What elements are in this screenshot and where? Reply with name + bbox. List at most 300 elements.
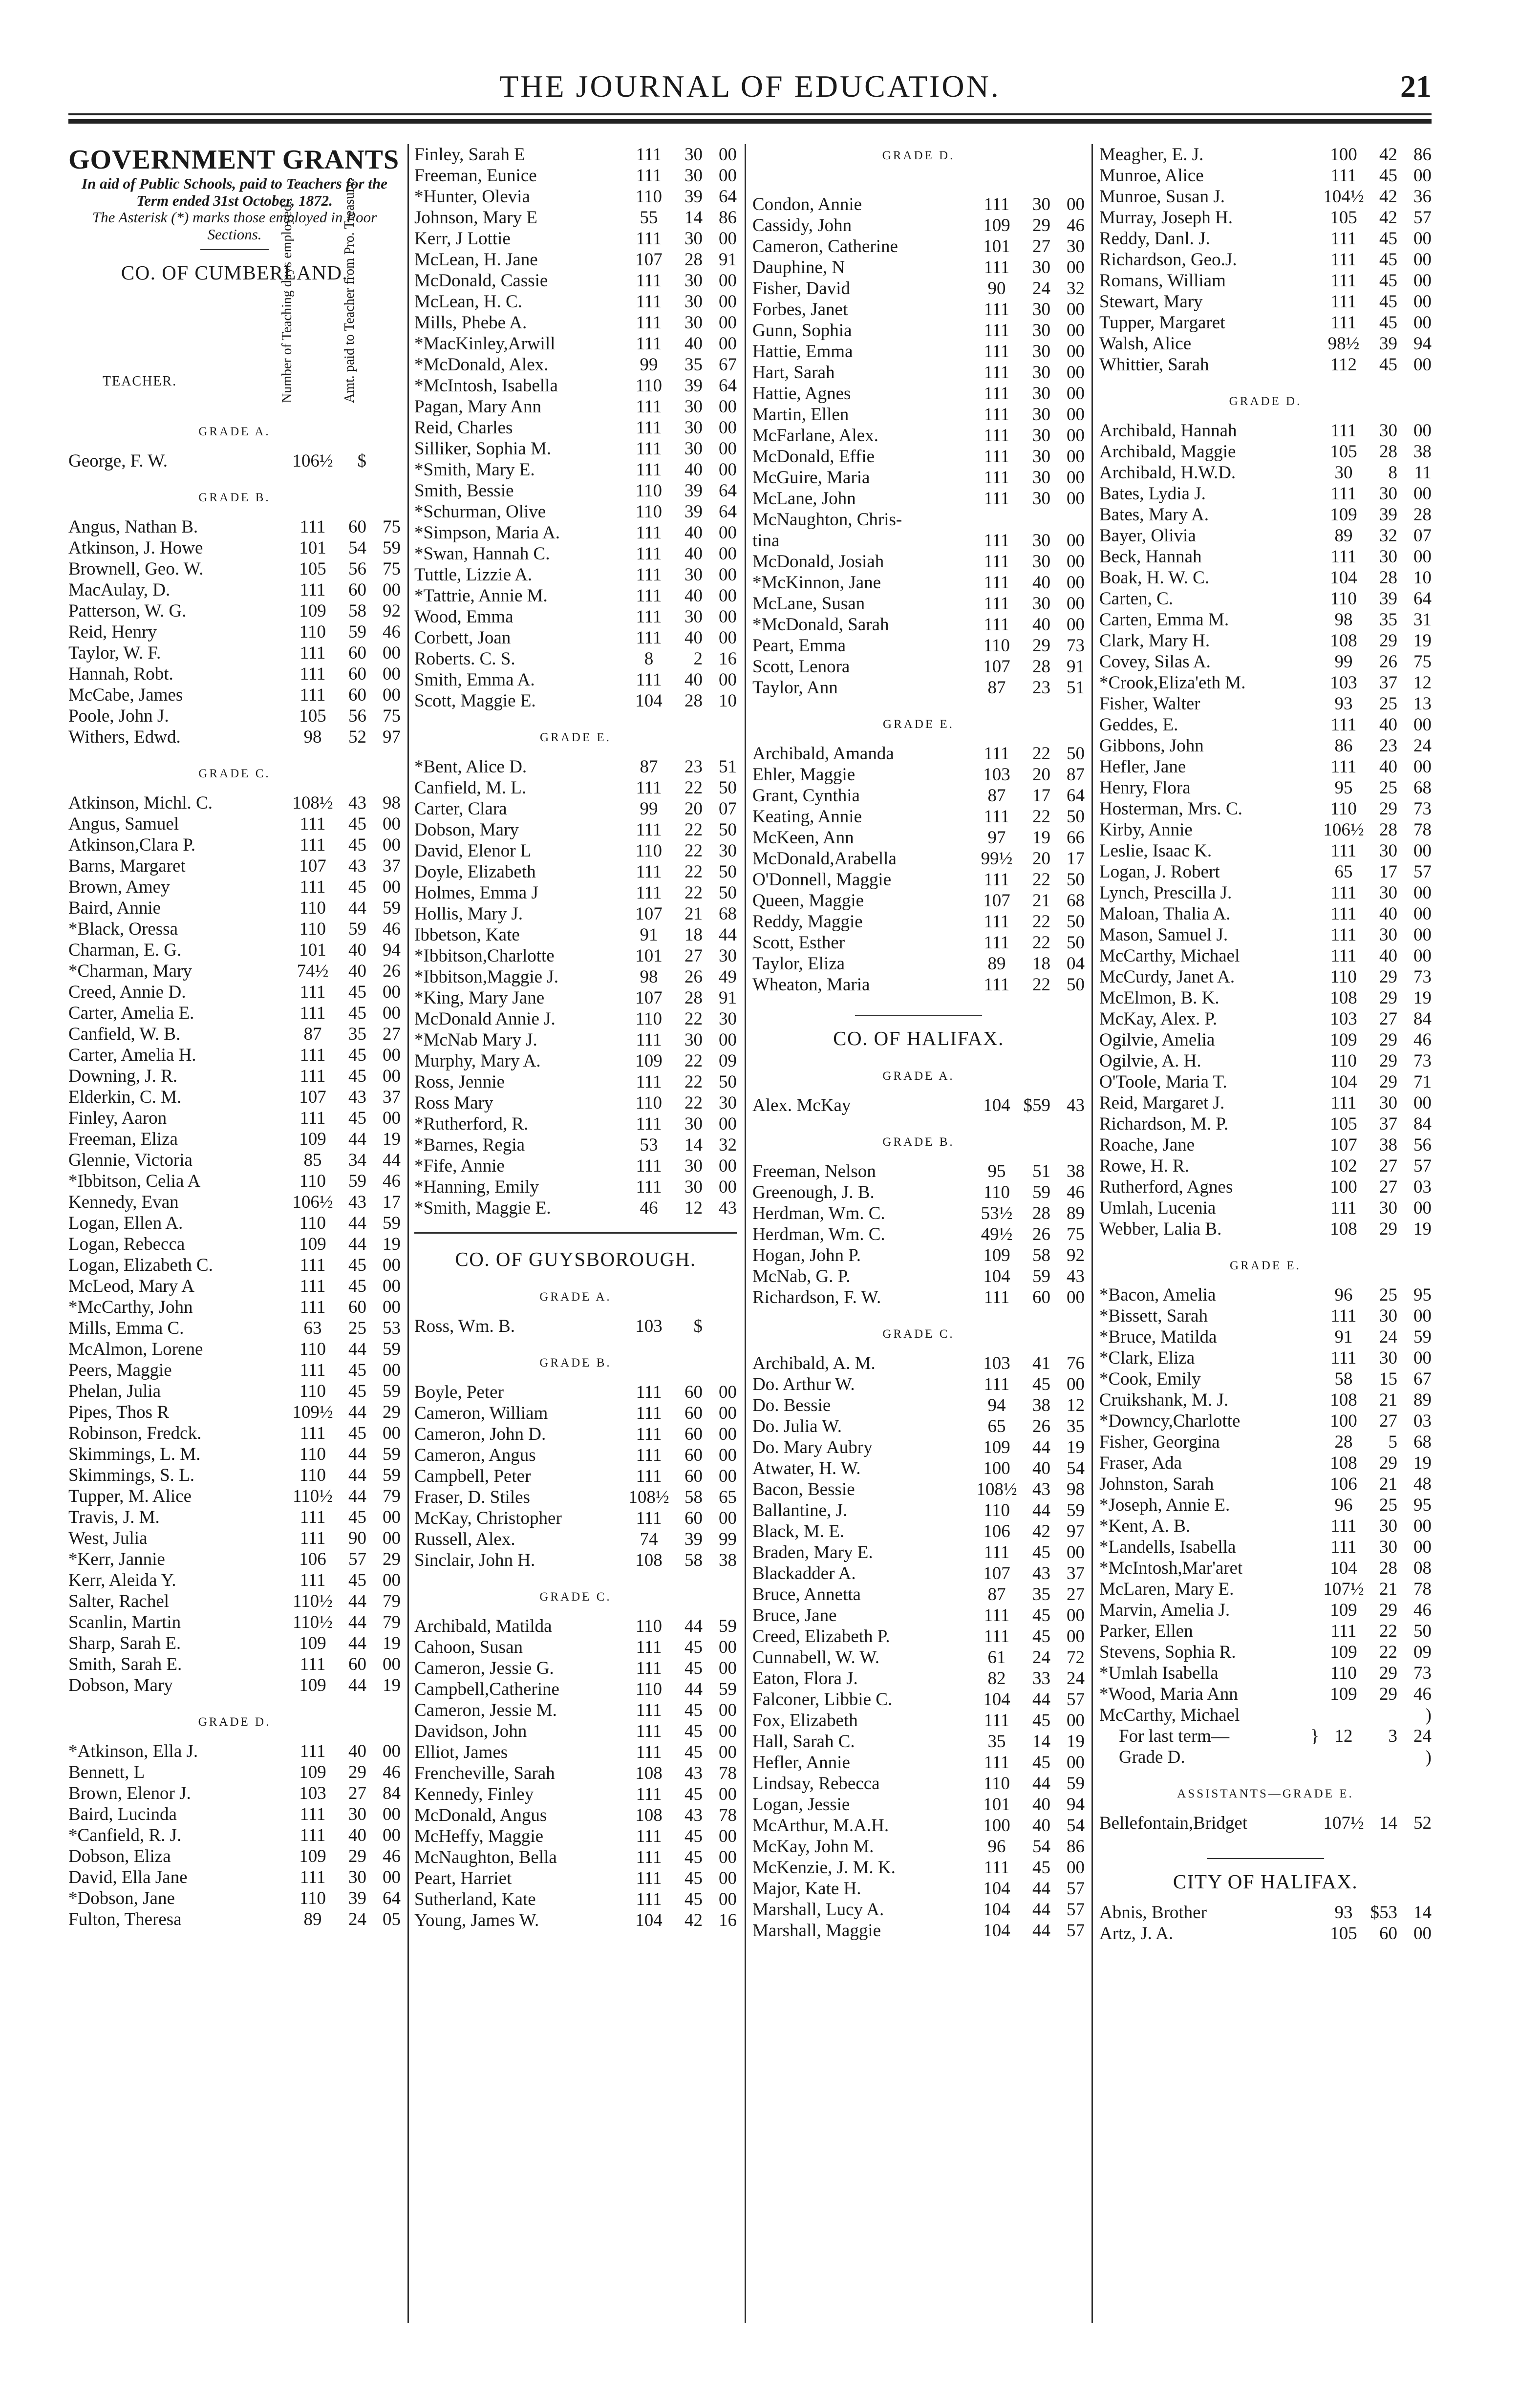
entry-name: Johnson, Mary E	[414, 208, 537, 228]
table-row	[414, 1700, 737, 1721]
days-cell: 110	[299, 1888, 326, 1908]
grade-heading: GRADE E.	[1230, 1259, 1301, 1272]
dollars-cell: 40	[684, 628, 703, 648]
days-cell: 104	[983, 1900, 1010, 1920]
entry-name: Atwater, H. W.	[752, 1458, 861, 1478]
table-row	[752, 1731, 1085, 1752]
days-cell: 110	[299, 898, 326, 918]
dollars-cell: 28	[1379, 442, 1397, 462]
dollars-cell: 45	[348, 982, 366, 1002]
cents-cell: 16	[719, 1910, 737, 1930]
dollars-cell: 45	[1379, 292, 1397, 312]
dollars-cell: 21	[1379, 1390, 1397, 1410]
table-row	[1099, 882, 1432, 903]
entry-name: Dauphine, N	[752, 257, 845, 278]
table-row	[752, 1605, 1085, 1626]
entry-name: *Tattrie, Annie M.	[414, 586, 548, 606]
entry-name: George, F. W.	[68, 450, 168, 471]
entry-name: Creed, Annie D.	[68, 982, 186, 1002]
dollars-cell: 25	[1379, 1285, 1397, 1305]
entry-name: Angus, Samuel	[68, 813, 179, 834]
grade-a-list	[414, 1316, 737, 1337]
cents-cell: 00	[1413, 1198, 1432, 1218]
days-cell: 102	[1330, 1156, 1357, 1176]
cents-cell: 19	[383, 1129, 401, 1149]
cents-cell: 00	[719, 1156, 737, 1176]
cents-cell: 30	[719, 1009, 737, 1029]
table-row	[414, 648, 737, 669]
table-row	[68, 813, 401, 834]
dollars-cell: 30	[684, 1114, 703, 1134]
dollars-cell: 30	[684, 1030, 703, 1050]
days-cell: 99½	[981, 849, 1013, 869]
table-row	[752, 1752, 1085, 1773]
days-cell: 111	[636, 460, 662, 480]
table-row	[1099, 1902, 1432, 1923]
entry-name: McNaughton, Chris-	[752, 510, 902, 530]
table-row	[1099, 144, 1432, 165]
cents-cell: 00	[1413, 925, 1432, 945]
days-cell: 87	[303, 1024, 322, 1044]
days-cell: 12	[1334, 1726, 1353, 1746]
dollars-cell: 44	[348, 1675, 366, 1695]
entry-name: Peart, Harriet	[414, 1868, 512, 1888]
days-cell: 111	[984, 1374, 1010, 1394]
cents-cell: 54	[1067, 1816, 1085, 1836]
dollars-cell: 44	[1032, 1500, 1050, 1520]
entry-name: *Bissett, Sarah	[1099, 1306, 1208, 1326]
table-row	[752, 488, 1085, 509]
dollars-cell: 20	[1032, 849, 1050, 869]
table-row	[1099, 1663, 1432, 1684]
entry-name: Robinson, Fredck.	[68, 1423, 202, 1443]
dollars-cell: 5	[1388, 1432, 1397, 1452]
entry-name: Artz, J. A.	[1099, 1924, 1174, 1944]
dollars-cell: 29	[1379, 1219, 1397, 1239]
entry-name: Boyle, Peter	[414, 1382, 504, 1402]
days-cell: 101	[983, 1795, 1010, 1815]
table-row	[752, 551, 1085, 572]
dollars-cell: 30	[684, 292, 703, 312]
grade-c-list	[68, 792, 401, 1696]
days-cell: 49½	[981, 1224, 1013, 1244]
dollars-cell: 22	[684, 862, 703, 882]
days-cell: 110	[983, 636, 1010, 656]
dollars-cell: 37	[1379, 673, 1397, 693]
dollars-cell: 30	[1032, 300, 1050, 320]
entry-name: *Schurman, Olive	[414, 502, 546, 522]
entry-name: Bruce, Annetta	[752, 1584, 861, 1604]
entry-name: Scanlin, Martin	[68, 1612, 181, 1632]
entry-name: *Bent, Alice D.	[414, 757, 527, 777]
table-row	[1099, 861, 1432, 882]
cents-cell: 00	[383, 1867, 401, 1887]
cents-cell: 92	[383, 600, 401, 621]
entry-name: Wood, Emma	[414, 607, 513, 627]
table-row	[68, 1507, 401, 1528]
dollars-cell: 40	[1032, 1795, 1050, 1815]
cents-cell: 00	[383, 1003, 401, 1023]
entry-name: Doyle, Elizabeth	[414, 862, 536, 882]
days-cell: 106	[1330, 1474, 1357, 1494]
entry-name: Ehler, Maggie	[752, 765, 856, 785]
table-row	[752, 362, 1085, 383]
table-row	[68, 1846, 401, 1867]
entry-name: Reid, Henry	[68, 621, 157, 642]
dollars-cell: 30	[1032, 552, 1050, 572]
entry-name: Lindsay, Rebecca	[752, 1774, 880, 1794]
cents-cell: 24	[1067, 1669, 1085, 1689]
cents-cell: 00	[1067, 468, 1085, 488]
table-row	[1099, 1621, 1432, 1642]
dollars-cell: 45	[348, 1066, 366, 1086]
dollars-cell: 39	[684, 502, 703, 522]
dollars-cell: 30	[1379, 547, 1397, 567]
table-row	[1099, 1008, 1432, 1029]
dollars-cell: 29	[348, 1846, 366, 1866]
dollars-cell: 60	[684, 1445, 703, 1465]
dollars-cell: 22	[684, 883, 703, 903]
cents-cell: 00	[719, 670, 737, 690]
table-row	[68, 1867, 401, 1888]
entry-name: Tuttle, Lizzie A.	[414, 565, 533, 585]
dollars-cell: 40	[684, 586, 703, 606]
brace-symbol: )	[1425, 1747, 1432, 1767]
entry-name: *Hunter, Olevia	[414, 187, 530, 207]
cents-cell: 09	[1413, 1642, 1432, 1662]
days-cell: 111	[984, 194, 1010, 214]
entry-name: *Charman, Mary	[68, 961, 192, 981]
table-row	[414, 1382, 737, 1403]
cents-cell: 19	[1413, 988, 1432, 1008]
table-row	[414, 438, 737, 459]
table-row	[752, 1500, 1085, 1521]
entry-name: Finley, Aaron	[68, 1108, 167, 1128]
days-cell: 110½	[293, 1591, 333, 1611]
table-row	[68, 663, 401, 685]
entry-name: *Bacon, Amelia	[1099, 1285, 1216, 1305]
table-row	[1099, 735, 1432, 756]
dollars-cell: 28	[1032, 657, 1050, 677]
dollars-cell: 18	[1032, 954, 1050, 974]
table-row	[68, 1825, 401, 1846]
table-row	[414, 1742, 737, 1763]
days-cell: 111	[984, 489, 1010, 509]
days-cell: 106	[299, 1549, 326, 1569]
dollars-cell: 30	[1379, 883, 1397, 903]
entry-name: *Canfield, R. J.	[68, 1825, 182, 1845]
dollars-cell: 30	[684, 418, 703, 438]
entry-name: Elliot, James	[414, 1742, 508, 1762]
table-row	[414, 1826, 737, 1847]
dollars-cell: 40	[1032, 1816, 1050, 1836]
dollars-cell: 30	[1379, 484, 1397, 504]
cents-cell: 19	[1413, 1219, 1432, 1239]
cents-cell: 00	[383, 1741, 401, 1761]
dollars-cell: 60	[348, 579, 366, 600]
dollars-cell: 21	[1379, 1474, 1397, 1494]
grade-d-list	[68, 1741, 401, 1930]
dollars-cell: 43	[348, 1087, 366, 1107]
dollars-cell: 30	[684, 439, 703, 459]
entry-name: Campbell,Catherine	[414, 1679, 559, 1699]
entry-name: Elderkin, C. M.	[68, 1087, 182, 1107]
dollars-cell: 45	[348, 1360, 366, 1380]
table-row	[1099, 1813, 1432, 1834]
dollars-cell: 44	[348, 898, 366, 918]
days-cell: 109	[1330, 1642, 1357, 1662]
table-row	[68, 1762, 401, 1783]
entry-note: Grade D.	[1119, 1747, 1185, 1767]
entry-name: Mills, Phebe A.	[414, 313, 527, 333]
dollars-cell: 40	[348, 961, 366, 981]
days-cell: 111	[299, 1066, 326, 1086]
days-cell: 30	[1334, 463, 1353, 483]
entry-name: Condon, Annie	[752, 194, 862, 214]
table-row	[1099, 588, 1432, 609]
table-row	[68, 1591, 401, 1612]
cents-cell: 50	[1067, 912, 1085, 932]
cents-cell: 00	[719, 523, 737, 543]
days-cell: 111	[636, 778, 662, 798]
table-row	[68, 1633, 401, 1654]
days-cell: 98	[1334, 610, 1353, 630]
cents-cell: 00	[383, 1825, 401, 1845]
cents-cell: 57	[1067, 1900, 1085, 1920]
dollars-cell: 43	[1032, 1563, 1050, 1583]
cents-cell: 00	[1067, 194, 1085, 214]
table-row	[414, 480, 737, 501]
table-row	[1099, 1092, 1432, 1113]
days-cell: 98½	[1327, 334, 1360, 354]
dollars-cell: 27	[1379, 1156, 1397, 1176]
cents-cell: 46	[1413, 1684, 1432, 1704]
days-cell: 111	[984, 870, 1010, 890]
cents-cell: 75	[383, 516, 401, 537]
days-cell: 105	[299, 558, 326, 579]
entry-name: McFarlane, Alex.	[752, 426, 878, 446]
divider	[200, 249, 269, 250]
cents-cell: 78	[719, 1763, 737, 1783]
table-row	[68, 856, 401, 877]
table-row	[414, 291, 737, 312]
entry-name: McGuire, Maria	[752, 468, 870, 488]
entry-name: Cameron, John D.	[414, 1424, 546, 1444]
cents-cell: 12	[1413, 673, 1432, 693]
assistants-list	[1099, 1813, 1432, 1834]
cents-cell: 59	[383, 1465, 401, 1485]
dollars-cell: 30	[1379, 1516, 1397, 1536]
dollars-cell: 60	[1379, 1924, 1397, 1944]
days-cell: 110	[299, 1171, 326, 1191]
days-cell: 111	[636, 1445, 662, 1465]
entry-name: Dobson, Mary	[414, 820, 519, 840]
dollars-cell: 30	[1379, 925, 1397, 945]
cents-cell: 17	[383, 1192, 401, 1212]
entry-name: Carten, C.	[1099, 589, 1174, 609]
entry-name: Silliker, Sophia M.	[414, 439, 552, 459]
cents-cell: 03	[1413, 1177, 1432, 1197]
entry-name: Hannah, Robt.	[68, 663, 173, 684]
entry-name: McLeod, Mary A	[68, 1276, 194, 1296]
entry-name: McKay, John M.	[752, 1837, 874, 1857]
cents-cell: 36	[1413, 187, 1432, 207]
table-row	[1099, 504, 1432, 525]
days-cell: 111	[984, 321, 1010, 341]
dollars-cell: 56	[348, 706, 366, 726]
entry-name: *McIntosh, Isabella	[414, 376, 558, 396]
table-row	[68, 1783, 401, 1804]
days-cell: 74	[640, 1529, 658, 1549]
table-row	[752, 1224, 1085, 1245]
cents-cell: 38	[1067, 1161, 1085, 1181]
dollars-cell: 45	[348, 813, 366, 834]
cents-cell: 00	[1067, 594, 1085, 614]
days-cell: 111	[1330, 484, 1357, 504]
cents-cell: 68	[1413, 778, 1432, 798]
dollars-cell: 40	[1379, 757, 1397, 777]
table-row	[1099, 840, 1432, 861]
grade-b-list	[414, 1382, 737, 1571]
cents-cell: 00	[383, 685, 401, 705]
table-row	[752, 1584, 1085, 1605]
table-row	[752, 932, 1085, 953]
cents-cell: 66	[1067, 828, 1085, 848]
entry-name: Hollis, Mary J.	[414, 904, 523, 924]
days-cell: 94	[987, 1395, 1006, 1415]
cents-cell: 48	[1413, 1474, 1432, 1494]
cents-cell: 24	[1413, 736, 1432, 756]
days-cell: 107	[299, 1087, 326, 1107]
days-cell: 111	[299, 1867, 326, 1887]
cents-cell: 27	[1067, 1584, 1085, 1604]
table-row	[1099, 1029, 1432, 1050]
entry-name: Greenough, J. B.	[752, 1182, 875, 1202]
cents-cell: 00	[719, 145, 737, 165]
cents-cell: 71	[1413, 1072, 1432, 1092]
entry-name: McDonald,Arabella	[752, 849, 897, 869]
days-cell: 109	[299, 1129, 326, 1149]
entry-name: *Atkinson, Ella J.	[68, 1741, 198, 1761]
cents-cell: 07	[719, 799, 737, 819]
days-cell: 111	[1330, 757, 1357, 777]
entry-name: Do. Mary Aubry	[752, 1437, 873, 1457]
days-cell: 111	[299, 579, 326, 600]
entry-name: Cameron, William	[414, 1403, 548, 1423]
cents-cell: 00	[719, 1658, 737, 1678]
cents-cell: 46	[383, 1846, 401, 1866]
dollars-cell: 45	[684, 1742, 703, 1762]
table-row	[1099, 546, 1432, 567]
dollars-cell: 30	[684, 1177, 703, 1197]
dollars-cell: 57	[348, 1549, 366, 1569]
days-cell: 110½	[293, 1612, 333, 1632]
days-cell: 111	[636, 544, 662, 564]
grade-heading: GRADE C.	[539, 1590, 612, 1604]
days-cell: 109	[983, 1437, 1010, 1457]
table-row	[414, 1487, 737, 1508]
grade-heading: GRADE B.	[198, 491, 271, 504]
entry-name: Archibald, Hannah	[1099, 421, 1237, 441]
table-row	[1099, 1923, 1432, 1944]
cents-cell: 29	[383, 1549, 401, 1569]
days-cell: 104	[635, 1910, 663, 1930]
dollars-cell: 59	[348, 1171, 366, 1191]
cents-cell: 00	[719, 1424, 737, 1444]
days-cell: 111	[984, 1287, 1010, 1307]
cents-cell: 86	[1413, 145, 1432, 165]
grade-e-list	[414, 756, 737, 1219]
cents-cell: 00	[1413, 946, 1432, 966]
entry-note: For last term—	[1119, 1726, 1230, 1746]
dollars-cell: 39	[1379, 589, 1397, 609]
dollars-cell: 59	[1032, 1266, 1050, 1286]
dollars-cell: 29	[348, 1762, 366, 1782]
days-cell: 111	[636, 1742, 662, 1762]
cents-cell: 99	[719, 1529, 737, 1549]
dollars-cell: 39	[684, 1529, 703, 1549]
dollars-cell: 21	[1032, 891, 1050, 911]
table-row	[414, 1071, 737, 1092]
days-cell: 104	[983, 1690, 1010, 1710]
dollars-cell: 40	[684, 670, 703, 690]
table-row	[414, 1177, 737, 1198]
days-cell: 103	[983, 765, 1010, 785]
cents-cell: 59	[383, 1381, 401, 1401]
cents-cell: 56	[1413, 1135, 1432, 1155]
days-cell: 107	[983, 657, 1010, 677]
asterisk-note: The Asterisk (*) marks those employed in Poor Sections.	[92, 209, 377, 243]
cents-cell: 59	[383, 1339, 401, 1359]
dollars-cell: 51	[1032, 1161, 1050, 1181]
days-cell: 74½	[297, 961, 329, 981]
entry-name: Archibald, H.W.D.	[1099, 463, 1236, 483]
grade-heading: GRADE B.	[539, 1356, 612, 1369]
cents-cell: 89	[1413, 1390, 1432, 1410]
dollars-cell: 24	[1379, 1327, 1397, 1347]
dollars-cell: 30	[1032, 363, 1050, 383]
dollars-cell: 40	[684, 523, 703, 543]
dollars-cell: 27	[1379, 1411, 1397, 1431]
dollars-cell: 22	[1032, 870, 1050, 890]
cents-cell: 00	[719, 1742, 737, 1762]
cents-cell: 00	[383, 579, 401, 600]
days-cell: 111	[636, 145, 662, 165]
entry-name: *Bruce, Matilda	[1099, 1327, 1217, 1347]
cents-cell: 00	[1067, 1605, 1085, 1626]
dollars-cell: 37	[1379, 1114, 1397, 1134]
days-cell: 108	[1330, 1390, 1357, 1410]
days-cell: 111	[636, 439, 662, 459]
entry-name: McLean, H. Jane	[414, 250, 538, 270]
entry-name: Archibald, Amanda	[752, 744, 894, 764]
cents-cell: 73	[1067, 636, 1085, 656]
days-cell: 109	[1330, 1684, 1357, 1704]
days-cell: 104	[983, 1095, 1010, 1115]
cents-cell: 00	[1067, 552, 1085, 572]
dollars-cell: 43	[684, 1805, 703, 1825]
days-cell: 100	[983, 1816, 1010, 1836]
table-row	[1099, 1219, 1432, 1240]
table-row	[414, 1445, 737, 1466]
days-cell: 108½	[628, 1487, 669, 1507]
entry-name: Logan, Ellen A.	[68, 1213, 183, 1233]
entry-name: Murray, Joseph H.	[1099, 208, 1233, 228]
dollars-cell: 22	[684, 1009, 703, 1029]
days-cell: 111	[636, 1466, 662, 1486]
entry-name: Braden, Mary E.	[752, 1542, 873, 1562]
cents-cell: 29	[383, 1402, 401, 1422]
